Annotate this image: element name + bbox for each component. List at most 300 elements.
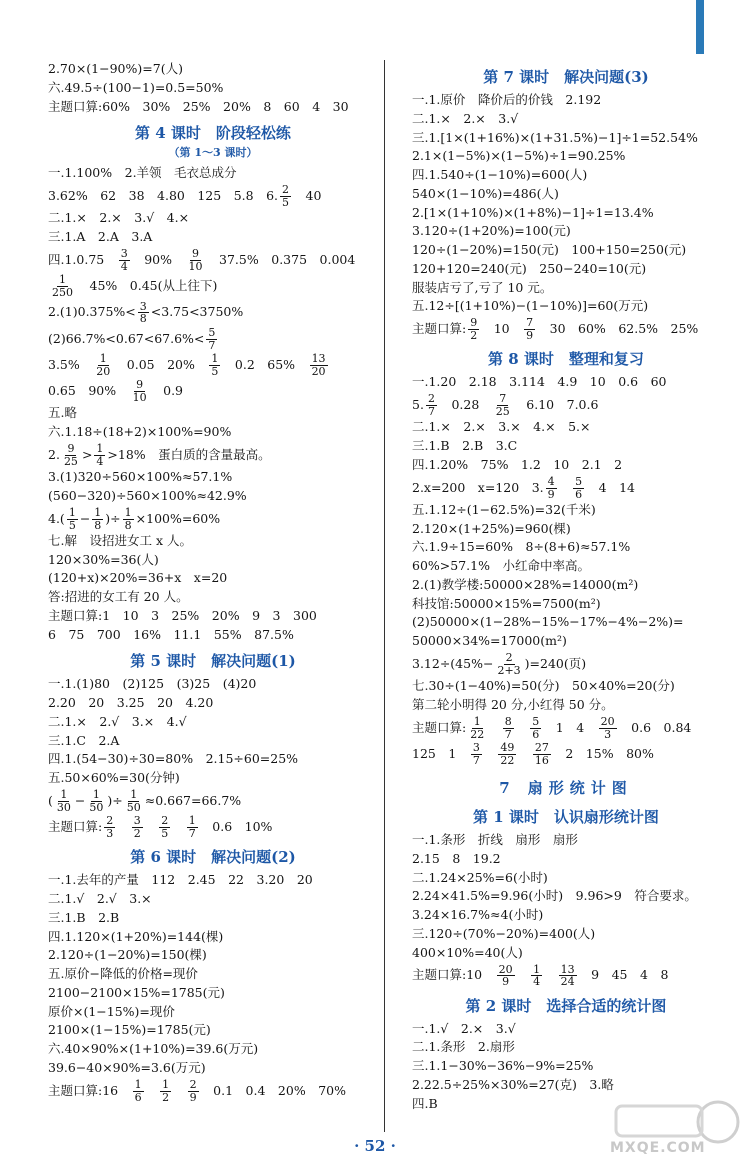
fraction-numerator: 49 [500,741,515,755]
fraction [497,964,515,988]
fraction-numerator: 4 [547,474,555,488]
answer-line [412,576,720,595]
answer-text: 一.1.原价 降价后的价钱 2.192 [412,92,602,107]
fraction-numerator: 3 [472,741,480,755]
section-heading: 第 5 课时 解决问题(1) [130,652,296,671]
answer-line [48,1078,378,1104]
answer-text: 三.1.C 2.A [48,732,120,748]
fraction [471,742,482,766]
answer-line [48,607,378,626]
answer-line [48,98,378,117]
answer-line [48,209,378,228]
answer-text: <3.75<3750% [150,304,244,320]
answer-text: 五.原价−降低的价格=现价 [48,966,198,981]
answer-text: 主题口算:16 [48,1082,131,1098]
watermark-text: MXQE.COM [610,1140,706,1156]
fraction-numerator: 9 [136,378,144,392]
answer-text: 0.05 20% [114,356,208,372]
fraction [524,317,535,341]
fraction [132,815,143,839]
fraction-numerator: 1 [99,352,107,366]
watermark-stamp-icon [610,1098,740,1146]
answer-text: 七.30÷(1−40%)=50(分) 50×40%=20(分) [412,678,675,693]
fraction-numerator: 1 [59,273,66,287]
fraction-denominator: 8 [94,518,102,532]
answer-text: 一.1.去年的产量 112 2.45 22 3.20 20 [48,872,313,888]
answer-line [48,694,378,713]
answer-line [412,91,720,110]
fraction-denominator: 7 [188,827,196,840]
answer-text: 0.1 0.4 20% 70% [200,1082,346,1098]
answer-text [484,746,497,761]
answer-text: 2.[1×(1+10%)×(1+8%)−1]÷1=13.4% [412,204,654,220]
fraction [426,393,437,417]
answer-text: 4.( [48,510,65,526]
fraction-numerator: 20 [600,714,615,728]
section-heading: 第 8 课时 整理和复习 [488,350,644,369]
answer-text: 一.1.100% 2.羊领 毛衣总成分 [48,165,237,181]
answer-line [412,241,720,260]
answer-text: 四.1.540÷(1−10%)=600(人) [412,167,588,182]
answer-line [412,613,720,632]
fraction [123,507,134,531]
answer-line [48,442,378,468]
fraction-denominator: 16 [534,753,549,767]
answer-text: 120+120=240(元) 250−240=10(元) [412,260,647,276]
answer-text: 2100×(1−15%)=1785(元) [48,1022,211,1038]
fraction [62,443,80,467]
answer-text: 2.1×(1−5%)×(1−5%)÷1=90.25% [412,148,626,164]
fraction [92,507,103,531]
answer-text [544,967,557,982]
answer-text: 二.1.24×25%=6(小时) [412,869,548,885]
answer-text: 2.120÷(1−20%)=150(棵) [48,947,207,963]
answer-text: ( [48,792,53,808]
answer-text [146,1083,159,1098]
answer-line [48,423,378,442]
answer-text: 主题口算:10 [412,967,495,983]
fraction-numerator: 3 [139,299,147,313]
answer-text: 0.65 90% [48,383,129,398]
answer-line [48,569,378,588]
watermark-logo [610,1098,740,1168]
answer-line [48,404,378,423]
answer-line [48,183,378,209]
answer-text: 二.1.× 2.× 3.× 4.× 5.× [412,419,591,435]
answer-text: 9 45 4 8 [578,967,669,983]
answer-text: 四.B [412,1095,438,1111]
page-number: · 52 · [354,1137,396,1155]
answer-line [48,713,378,732]
answer-text: )÷ [107,792,123,808]
fraction-denominator: 6 [134,1090,142,1104]
fraction-numerator: 1 [473,714,481,728]
answer-text [559,480,572,495]
answer-text: 45% 0.45(从上往下) [77,278,218,293]
fraction [187,815,198,839]
answer-line [48,1021,378,1040]
answer-text: 主题口算: [412,719,467,735]
answer-text: 3.5% [48,356,93,372]
answer-text: (120+x)×20%=36+x x=20 [48,570,228,586]
answer-text: 五.1.12÷(1−62.5%)=32(千米) [412,501,596,517]
fraction-denominator: 2 [470,329,478,342]
answer-line [412,418,720,437]
section-heading: 第 1 课时 认识扇形统计图 [473,808,659,826]
answer-text: 3.24×16.7%≈4(小时) [412,907,544,922]
fraction-numerator: 5 [532,714,540,728]
answer-text: 1 4 [543,719,597,735]
answer-line [412,279,720,298]
fraction-denominator: 4 [96,454,104,468]
answer-line [412,1038,720,1057]
fraction [206,327,217,351]
fraction [503,716,514,740]
fraction-denominator: 3 [604,727,612,741]
answer-text [173,1083,186,1098]
answer-text: 二.1.√ 2.√ 3.× [48,891,152,906]
fraction [131,379,149,403]
answer-line [412,887,720,906]
answer-text: 二.1.× 2.× 3.√ 4.× [48,210,190,226]
fraction [94,353,112,377]
answer-text: 五.略 [48,405,77,421]
answer-text: > [81,446,93,462]
answer-text: 2 15% 80% [552,745,654,761]
answer-line [412,437,720,456]
answer-text: 主题口算:60% 30% 25% 20% 8 60 4 30 [48,98,349,114]
fraction-denominator: 9 [189,1090,197,1104]
answer-text: )÷ [105,510,121,526]
fraction-denominator: 9 [526,329,534,342]
answer-text: 科技馆:50000×15%=7500(m²) [412,595,601,611]
fraction-denominator: 7 [208,338,216,352]
fraction-denominator: 50 [89,800,104,814]
answer-text: (2)50000×(1−28%−15%−17%−4%−2%)= [412,614,684,630]
answer-line [48,164,378,183]
fraction-denominator: 2 [133,827,141,840]
answer-line [48,1059,378,1078]
column-divider [384,60,385,1132]
answer-line [412,538,720,557]
fraction-numerator: 7 [499,392,507,406]
answer-line [48,871,378,890]
fraction-denominator: 6 [575,487,583,501]
answer-text: 五.50×60%=30(分钟) [48,770,180,785]
answer-text: 六.40×90%×(1+10%)=39.6(万元) [48,1041,259,1056]
answer-line [48,79,378,98]
answer-line [412,741,720,767]
fraction-numerator: 5 [208,325,216,339]
answer-text: 5. [412,397,424,412]
fraction-denominator: 10 [188,259,203,273]
answer-text: − [74,792,86,808]
fraction-numerator: 5 [575,474,583,488]
answer-line [412,869,720,888]
answer-text: 3.62% 62 38 4.80 125 5.8 6. [48,188,279,203]
answer-text: 400×10%=40(人) [412,944,523,960]
fraction [138,301,149,325]
fraction-denominator: 22 [470,727,485,741]
fraction [559,964,577,988]
answer-text: 120÷(1−20%)=150(元) 100+150=250(元) [412,242,687,257]
answer-line [412,456,720,475]
answer-line [412,925,720,944]
fraction-denominator: 4 [533,975,541,989]
fraction-denominator: 24 [560,975,575,989]
answer-text: 2.20 20 3.25 20 4.20 [48,695,214,710]
fraction [133,1079,144,1103]
fraction-denominator: 2 [162,1090,170,1104]
answer-text: 3.12÷(45%− [412,655,494,671]
answer-line [48,352,378,378]
answer-line [412,677,720,696]
answer-text: (2)66.7%<0.67<67.6%< [48,330,205,346]
section-heading: 第 7 课时 解决问题(3) [483,68,649,86]
answer-line [48,1003,378,1022]
answer-line [412,392,720,418]
left-column [48,60,378,1104]
answer-text: 一.1.20 2.18 3.114 4.9 10 0.6 60 [412,374,667,390]
answer-text: 6 75 700 16% 11.1 55% 87.5% [48,626,294,642]
fraction-denominator: 25 [63,454,78,468]
answer-text: 答:招进的女工有 20 人。 [48,589,189,604]
answer-line [48,675,378,694]
answer-line [48,378,378,404]
answer-text: 37.5% 0.375 0.004 [206,251,356,267]
fraction-denominator: 25 [495,405,510,418]
answer-line [412,1076,720,1095]
fraction [55,789,73,813]
answer-text: 三.1.B 2.B [48,909,120,925]
fraction-numerator: 7 [526,316,534,330]
answer-text: 2100−2100×15%=1785(元) [48,984,225,1000]
answer-line [48,588,378,607]
answer-line [48,769,378,788]
right-column [412,60,720,1113]
answer-text: 40 [293,188,322,203]
answer-line [48,532,378,551]
fraction-numerator: 3 [120,247,128,261]
answer-line [412,632,720,651]
answer-text: >18% 蛋白质的含量最高。 [107,446,271,462]
fraction [468,317,479,341]
answer-text: 二.1.× 2.× 3.√ [412,110,519,126]
fraction-numerator: 1 [68,505,76,519]
answer-line [412,1020,720,1039]
fraction-denominator: 9 [502,975,510,989]
answer-text: 三.1.A 2.A 3.A [48,229,153,244]
fraction-numerator: 13 [560,962,575,976]
fraction-numerator: 27 [534,741,549,755]
fraction-numerator: 1 [94,505,102,519]
fraction-numerator: 8 [504,714,512,728]
answer-line [48,626,378,645]
answer-line [48,732,378,751]
section-heading: 第 4 课时 阶段轻松练 [135,124,291,143]
fraction-denominator: 7 [504,727,512,741]
fraction [531,964,542,988]
fraction-denominator: 4 [120,259,128,273]
answer-line [412,222,720,241]
answer-line [48,228,378,247]
answer-line [412,110,720,129]
chapter-title: 扇形统计图 [527,779,633,797]
answer-text: 三.1.[1×(1+16%)×(1+31.5%)−1]÷1=52.54% [412,129,698,145]
answer-line [48,814,378,840]
fraction-numerator: 9 [470,316,478,330]
answer-line [48,487,378,506]
section-heading: 第 6 课时 解决问题(2) [130,848,296,867]
answer-line [412,962,720,988]
answer-line [48,506,378,532]
answer-line [412,475,720,501]
fraction-numerator: 2 [505,651,513,665]
answer-text: 原价×(1−15%)=现价 [48,1003,175,1019]
fraction [67,507,78,531]
answer-line [412,520,720,539]
answer-line [412,715,720,741]
fraction [125,789,143,813]
answer-line [48,60,378,79]
fraction-denominator: 5 [211,364,219,378]
answer-line [48,965,378,984]
answer-text [517,967,530,982]
answer-text: 第二轮小明得 20 分,小红得 50 分。 [412,696,614,712]
answer-line [412,316,720,342]
answer-text: 0.6 10% [199,819,273,834]
answer-text: 服装店亏了,亏了 10 元。 [412,279,553,295]
section-heading: 第 2 课时 选择合适的统计图 [465,996,667,1015]
answer-line [48,909,378,928]
answer-text: 六.1.9÷15=60% 8÷(8+6)≈57.1% [412,539,631,555]
answer-text: 七.解 设招进女工 x 人。 [48,532,192,548]
answer-text: (560−320)÷560×100%≈42.9% [48,487,247,503]
fraction-numerator: 20 [498,962,513,976]
fraction-denominator: 22 [500,753,515,767]
answer-line [48,551,378,570]
chapter-heading [412,777,720,798]
fraction-numerator: 1 [162,1077,170,1091]
fraction-numerator: 3 [133,814,141,828]
fraction-numerator: 1 [211,352,219,366]
answer-text: 四.1.(54−30)÷30=80% 2.15÷60=25% [48,751,299,767]
fraction [468,716,486,740]
fraction-denominator: 7 [427,405,435,418]
answer-text: 2.120×(1+25%)=960(棵) [412,520,571,536]
answer-text: 六.1.18÷(18+2)×100%=90% [48,424,232,439]
fraction [599,716,617,740]
fraction-denominator: 5 [161,827,169,840]
fraction-numerator: 1 [188,814,196,828]
answer-text: 39.6−40×90%=3.6(万元) [48,1059,206,1075]
answer-line [412,850,720,869]
chapter-number: 7 [499,779,510,797]
fraction-numerator: 13 [311,352,326,366]
answer-text: 2.x=200 x=120 3. [412,479,544,495]
answer-line [412,557,720,576]
answer-line [48,247,378,273]
fraction [104,815,115,839]
answer-text: 4 14 [586,479,635,495]
answer-line [412,297,720,316]
answer-text: 2. [48,446,60,462]
fraction-denominator: 20 [311,364,326,378]
answer-line [412,696,720,715]
answer-text: 2.15 8 19.2 [412,850,501,866]
fraction-numerator: 2 [161,814,169,828]
answer-text: 0.28 [438,397,492,412]
answer-line [412,204,720,223]
edge-marker [696,0,704,54]
answer-text [488,720,501,735]
answer-line [412,501,720,520]
answer-line [412,831,720,850]
answer-text [172,819,185,834]
answer-line [48,273,378,299]
answer-text: 3.120÷(1+20%)=100(元) [412,223,571,239]
fraction-denominator: 8 [139,312,147,326]
fraction-denominator: 7 [472,753,480,767]
fraction-numerator: 1 [96,442,104,456]
fraction-denominator: 5 [68,518,76,532]
fraction-numerator: 9 [192,247,200,261]
answer-text: 2.(1)0.375%< [48,304,136,320]
answer-text: 50000×34%=17000(m²) [412,633,567,648]
answer-line [48,928,378,947]
answer-line [48,299,378,325]
fraction-numerator: 9 [67,442,75,456]
answer-line [412,651,720,677]
answer-text: 一.1.条形 折线 扇形 扇形 [412,832,578,847]
answer-text: 10 [481,321,523,336]
answer-line [412,373,720,392]
fraction [533,742,551,766]
fraction [50,274,75,298]
answer-text: 2.24×41.5%=9.96(小时) 9.96>9 符合要求。 [412,888,697,904]
answer-text [145,819,158,834]
fraction [494,393,512,417]
answer-text: 2.(1)教学楼:50000×28%=14000(m²) [412,576,639,592]
answer-text: )=240(页) [524,655,587,671]
answer-line [412,595,720,614]
answer-text: 0.9 [150,383,184,398]
answer-text: 四.1.0.75 [48,251,117,267]
answer-text: 三.120÷(70%−20%)=400(人) [412,925,596,941]
answer-text: − [79,510,91,526]
answer-text: 540×(1−10%)=486(人) [412,185,559,201]
fraction-numerator: 1 [533,962,541,976]
answer-line [412,944,720,963]
answer-text: 120×30%=36(人) [48,551,159,567]
answer-text: 六.49.5÷(100−1)=0.5=50% [48,79,224,95]
answer-line [48,946,378,965]
fraction [546,476,557,500]
answer-text: 主题口算: [48,819,103,834]
answer-text: 0.2 65% [222,356,308,372]
fraction-denominator: 50 [126,800,141,814]
fraction-numerator: 1 [130,788,138,802]
answer-text: 125 1 [412,745,469,761]
answer-line [48,890,378,909]
answer-text: 主题口算:1 10 3 25% 20% 9 3 300 [48,607,317,623]
answer-text: 一.1.(1)80 (2)125 (3)25 (4)20 [48,676,257,692]
fraction-denominator: 8 [124,518,132,532]
answer-text: 3.(1)320÷560×100%≈57.1% [48,469,233,484]
fraction [495,652,522,676]
answer-text [516,720,529,735]
answer-line [412,129,720,148]
